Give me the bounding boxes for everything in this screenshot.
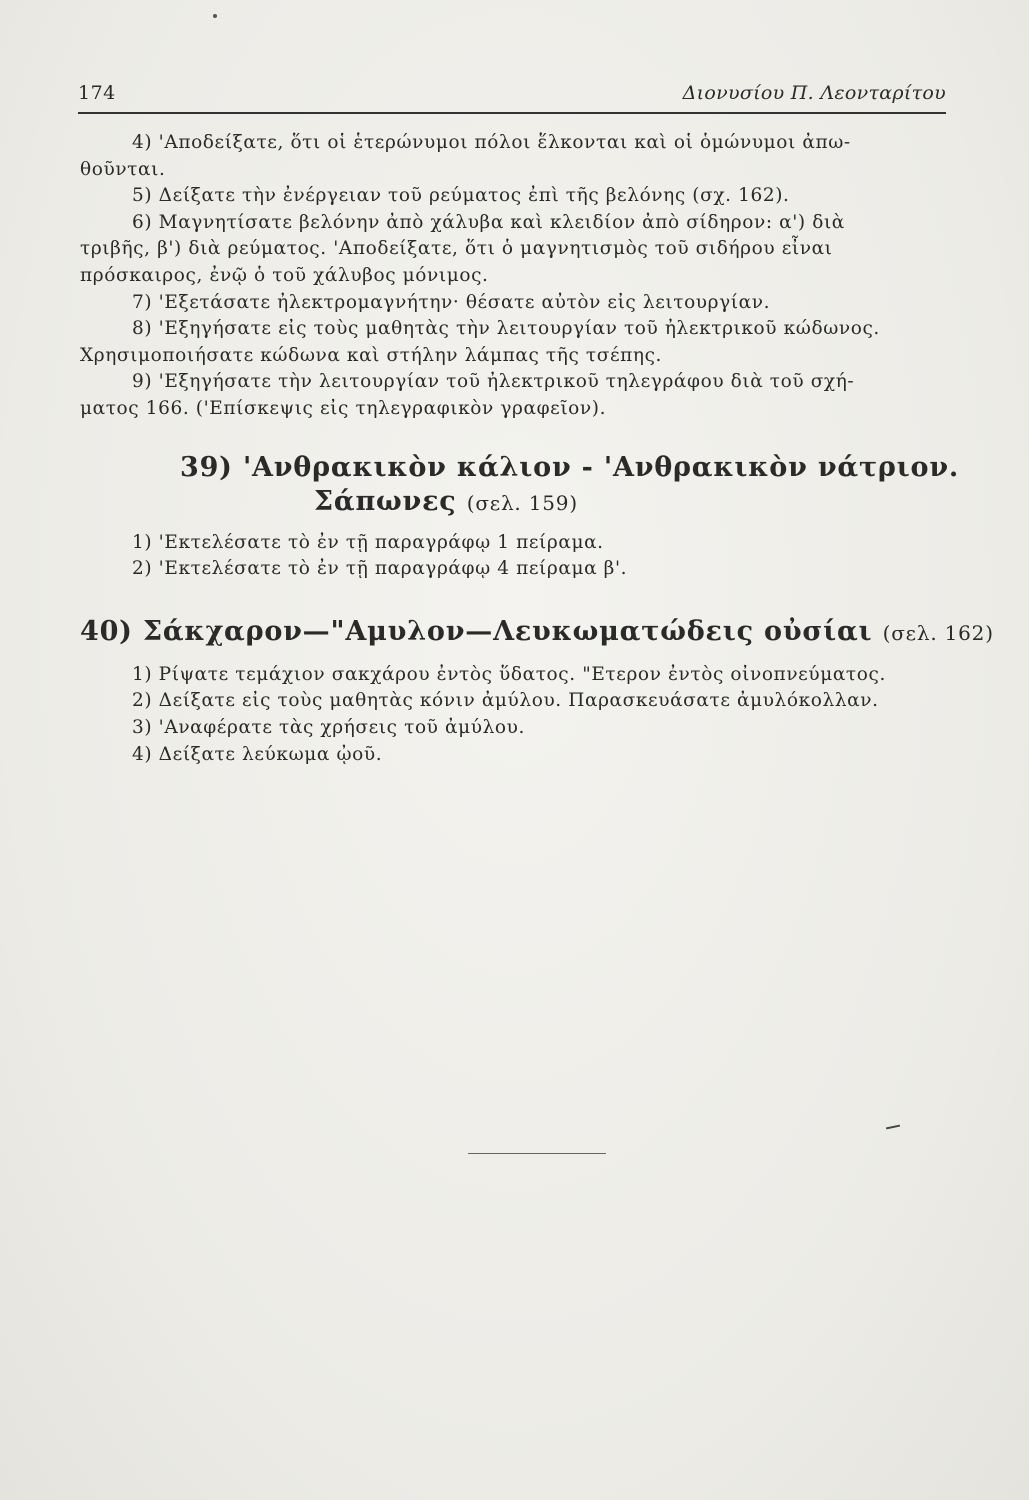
section-40-title <box>80 613 994 652</box>
section-39-title-line2: Σάπωνες <box>314 485 457 517</box>
exercise-line: 2) 'Εκτελέσατε τὸ ἐν τῇ παραγράφῳ 4 πείραμα β'. <box>132 558 628 580</box>
page-header <box>78 82 946 122</box>
page-number: 174 <box>78 82 116 104</box>
section-40-exercises <box>80 662 942 768</box>
exercise-line: ματος 166. ('Επίσκεψις εἰς τηλεγραφικὸν γραφεῖον). <box>80 397 607 419</box>
stray-dash-mark <box>886 1125 900 1130</box>
spacer <box>80 520 942 530</box>
spacer <box>80 652 942 662</box>
print-speck <box>213 14 217 18</box>
section-39-exercises <box>80 530 942 583</box>
exercise-line: 6) Μαγνητίσατε βελόνην ἀπὸ χάλυβα καὶ κλειδίον ἀπὸ σίδηρον: α') διὰ <box>132 211 845 233</box>
section-39-title-line1: 39) 'Ανθρακικὸν κάλιον - 'Ανθρακικὸν νάτριον. <box>180 451 960 483</box>
exercise-list-previous-section <box>80 130 942 423</box>
exercise-line: Χρησιμοποιήσατε κώδωνα καὶ στήλην λάμπας τῆς τσέπης. <box>80 344 663 366</box>
exercise-line: 9) 'Εξηγήσατε τὴν λειτουργίαν τοῦ ἠλεκτρικοῦ τηλεγράφου διὰ τοῦ σχή- <box>132 371 855 393</box>
exercise-line: 5) Δείξατε τὴν ἐνέργειαν τοῦ ρεύματος ἐπὶ τῆς βελόνης (σχ. 162). <box>132 185 790 207</box>
exercise-line: 1) Ρίψατε τεμάχιον σακχάρου ἐντὸς ὕδατος. "Ετερον ἐντὸς οἰνοπνεύματος. <box>132 663 886 685</box>
exercise-line: 2) Δείξατε εἰς τοὺς μαθητὰς κόνιν ἀμύλου. Παρασκευάσατε ἀμυλόκολλαν. <box>132 690 879 712</box>
exercise-line: 1) 'Εκτελέσατε τὸ ἐν τῇ παραγράφῳ 1 πείραμα. <box>132 531 604 553</box>
exercise-line: 4) 'Αποδείξατε, ὅτι οἱ ἑτερώνυμοι πόλοι ἕλκονται καὶ οἱ ὁμώνυμοι ἀπω- <box>132 132 851 153</box>
section-39-subtitle <box>80 485 942 520</box>
exercise-line: τριβῆς, β') διὰ ρεύματος. 'Αποδείξατε, ὅτι ὁ μαγνητισμὸς τοῦ σιδήρου εἶναι <box>80 238 833 260</box>
spacer <box>80 583 942 599</box>
header-rule <box>78 112 946 114</box>
section-end-rule <box>468 1153 606 1154</box>
exercise-line: 8) 'Εξηγήσατε εἰς τοὺς μαθητὰς τὴν λειτουργίαν τοῦ ἠλεκτρικοῦ κώδωνος. <box>132 318 880 340</box>
exercise-line: 4) Δείξατε λεύκωμα ᾠοῦ. <box>132 743 383 765</box>
running-head-author: Διονυσίου Π. Λεονταρίτου <box>682 82 946 104</box>
page-body <box>80 130 994 768</box>
exercise-line: θοῦνται. <box>80 158 166 180</box>
exercise-line: 3) 'Αναφέρατε τὰς χρήσεις τοῦ ἀμύλου. <box>132 716 525 738</box>
exercise-line: πρόσκαιρος, ἐνῷ ὁ τοῦ χάλυβος μόνιμος. <box>80 264 489 286</box>
section-40-title-text: 40) Σάκχαρον—"Αμυλον—Λευκωματώδεις οὐσίαι <box>80 615 873 647</box>
section-39-page-ref: (σελ. 159) <box>466 490 578 515</box>
exercise-line: 7) 'Εξετάσατε ἠλεκτρομαγνήτην· θέσατε αὐτὸν εἰς λειτουργίαν. <box>132 291 771 313</box>
section-40-page-ref: (σελ. 162) <box>882 620 994 645</box>
section-39-title <box>80 451 960 485</box>
